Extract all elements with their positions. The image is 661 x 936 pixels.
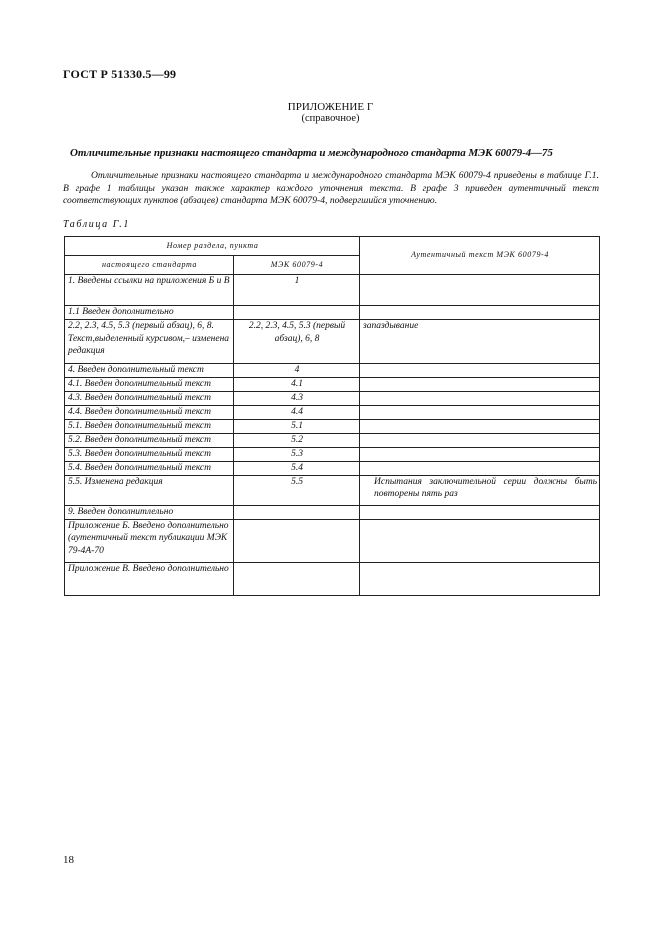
row-iec-cell: 1 (234, 275, 360, 306)
row-authentic-cell (360, 433, 600, 447)
row-iec-cell (234, 505, 360, 519)
table-row (65, 377, 600, 391)
row-iec-cell: 5.4 (234, 461, 360, 475)
row-iec-cell: 5.3 (234, 447, 360, 461)
row-authentic-cell: запаздывание (360, 319, 600, 363)
row-authentic-cell: Испытания заключительной серии должны быть повторены пять раз (360, 475, 600, 505)
row-authentic-cell (360, 405, 600, 419)
table-row (65, 419, 600, 433)
table-row (65, 405, 600, 419)
row-standard-cell: 4.1. Введен дополнительный текст (65, 377, 234, 391)
row-iec-cell: 5.5 (234, 475, 360, 505)
row-standard-cell: 5.2. Введен дополнительный текст (65, 433, 234, 447)
table-caption: Таблица Г.1 (63, 219, 130, 230)
row-standard-cell: Приложение Б. Введено дополнительно (аутентичный текст публикации МЭК 79-4А-70 (65, 519, 234, 562)
annex-subtitle: (справочное) (301, 113, 360, 124)
row-iec-cell: 5.2 (234, 433, 360, 447)
row-standard-cell: 4. Введен дополнительный текст (65, 363, 234, 377)
row-standard-cell: 5.3. Введен дополнительный текст (65, 447, 234, 461)
header-this-standard: настоящего стандарта (65, 256, 234, 275)
row-standard-cell: Приложение В. Введено дополнительно (65, 562, 234, 595)
table-row (65, 505, 600, 519)
row-authentic-cell (360, 377, 600, 391)
table-row (65, 319, 600, 363)
row-authentic-cell (360, 447, 600, 461)
row-standard-cell: 5.4. Введен дополнительный текст (65, 461, 234, 475)
row-iec-cell: 4.1 (234, 377, 360, 391)
row-standard-cell: 4.3. Введен дополнительный текст (65, 391, 234, 405)
row-standard-cell: 1.1 Введен дополнительно (65, 306, 234, 320)
row-iec-cell: 2.2, 2.3, 4.5, 5.3 (первый абзац), 6, 8 (234, 319, 360, 363)
row-standard-cell: 5.5. Изменена редакция (65, 475, 234, 505)
row-authentic-cell (360, 306, 600, 320)
table-row (65, 433, 600, 447)
table-row (65, 447, 600, 461)
intro-paragraph: Отличительные признаки настоящего стандарта и международного стандарта МЭК 60079-4 приведены в таблице Г.1. В графе 1 таблицы указан также характер каждого уточнения текста. В графе 3 приведен аутентичный текст соответствующих пунктов (абзацев) стандарта МЭК 60079-4, подвергшийся уточнению. (63, 170, 599, 206)
row-standard-cell: 9. Введен дополнитлельно (65, 505, 234, 519)
row-standard-cell: 1. Введены ссылки на приложения Б и В (65, 275, 234, 306)
row-standard-cell: 4.4. Введен дополнительный текст (65, 405, 234, 419)
header-iec-standard: МЭК 60079-4 (234, 256, 360, 275)
header-group: Номер раздела, пункта (65, 237, 360, 256)
row-authentic-cell (360, 419, 600, 433)
section-heading: Отличительные признаки настоящего стандарта и международного стандарта МЭК 60079-4—75 (70, 147, 553, 159)
table-row (65, 562, 600, 595)
row-iec-cell (234, 562, 360, 595)
row-standard-cell: 5.1. Введен дополнительный текст (65, 419, 234, 433)
annex-title: ПРИЛОЖЕНИЕ Г (287, 101, 374, 113)
table-row (65, 391, 600, 405)
row-authentic-cell (360, 363, 600, 377)
row-iec-cell: 4.3 (234, 391, 360, 405)
row-iec-cell: 4 (234, 363, 360, 377)
row-authentic-cell (360, 519, 600, 562)
table-row (65, 275, 600, 306)
row-standard-cell: 2.2, 2.3, 4.5, 5.3 (первый абзац), 6, 8. Текст,выделенный курсивом,– изменена редакция (65, 319, 234, 363)
row-iec-cell: 4.4 (234, 405, 360, 419)
row-authentic-cell (360, 275, 600, 306)
row-iec-cell (234, 519, 360, 562)
row-iec-cell (234, 306, 360, 320)
page-number: 18 (63, 854, 74, 866)
table-row (65, 475, 600, 505)
row-authentic-cell (360, 461, 600, 475)
row-authentic-cell (360, 562, 600, 595)
row-authentic-cell (360, 391, 600, 405)
row-authentic-cell (360, 505, 600, 519)
table-row (65, 306, 600, 320)
header-authentic-text: Аутентичный текст МЭК 60079-4 (360, 237, 600, 275)
table-row (65, 519, 600, 562)
table-row (65, 461, 600, 475)
table-row (65, 363, 600, 377)
comparison-table (64, 236, 600, 596)
row-iec-cell: 5.1 (234, 419, 360, 433)
document-code: ГОСТ Р 51330.5—99 (63, 67, 177, 81)
